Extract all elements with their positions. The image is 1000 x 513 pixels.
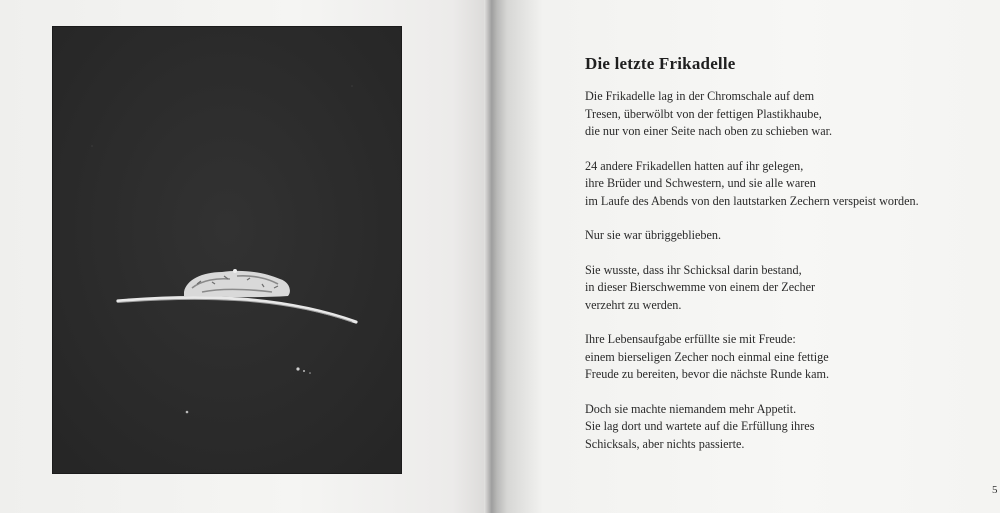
stanza-2 [585, 158, 985, 211]
poem-title: Die letzte Frikadelle [585, 54, 736, 73]
poem-line: in dieser Bierschwemme von einem der Zecher [585, 280, 816, 294]
poem-line: Sie wusste, dass ihr Schicksal darin bestand, [585, 262, 802, 277]
poem-line: Tresen, überwölbt von der fettigen Plastikhaube, [585, 106, 822, 121]
poem-line: Doch sie machte niemandem mehr Appetit. [585, 401, 797, 416]
book-gutter [484, 0, 498, 513]
poem-line: Freude zu bereiten, bevor die nächste Runde kam. [585, 367, 829, 381]
stanza-5 [585, 331, 985, 384]
page-number: 5 [992, 484, 998, 496]
stanza-1 [585, 88, 985, 141]
poem-line: Schicksals, aber nichts passierte. [585, 436, 745, 451]
left-page [0, 0, 492, 513]
poem-line: Ihre Lebensaufgabe erfüllte sie mit Freude: [585, 332, 796, 346]
poem-line: Sie lag dort und wartete auf die Erfüllung ihres [585, 419, 815, 433]
poem [585, 54, 985, 470]
poem-line: ihre Brüder und Schwestern, und sie alle waren [585, 176, 816, 190]
stanza-3 [585, 227, 985, 245]
poem-line: Nur sie war übriggeblieben. [585, 228, 722, 242]
illustration-image [52, 26, 402, 474]
poem-line: die nur von einer Seite nach oben zu schieben war. [585, 124, 833, 138]
poem-line: verzehrt zu werden. [585, 297, 682, 312]
stanza-6 [585, 401, 985, 454]
poem-line: einem bierseligen Zecher noch einmal eine fettige [585, 349, 829, 364]
poem-line: im Laufe des Abends von den lautstarken Zechern verspeist worden. [585, 193, 919, 208]
stanza-4 [585, 262, 985, 315]
poem-line: Die Frikadelle lag in der Chromschale auf dem [585, 89, 815, 103]
poem-line: 24 andere Frikadellen hatten auf ihr gelegen, [585, 158, 804, 173]
meatball-illustration [52, 26, 402, 474]
